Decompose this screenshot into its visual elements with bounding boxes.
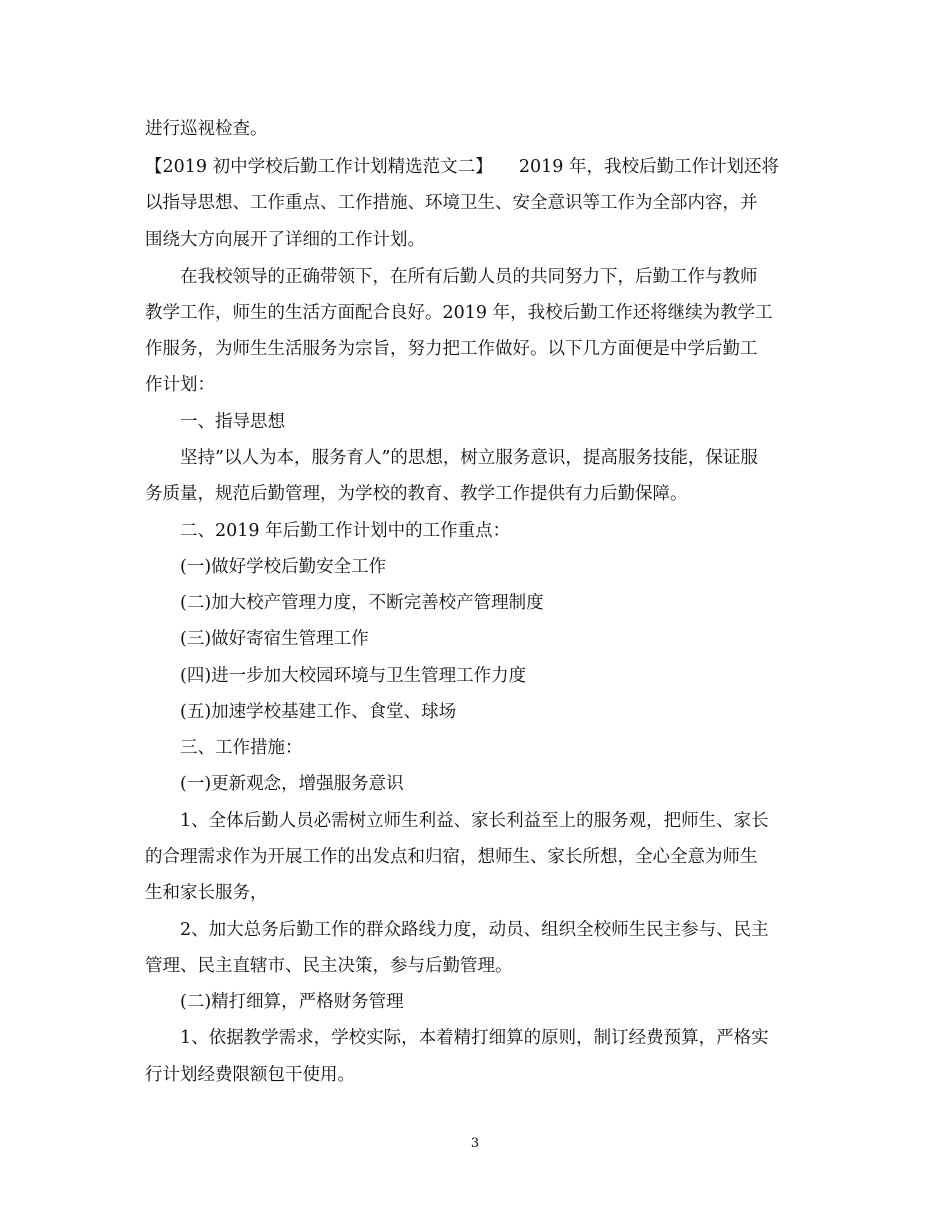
- text-line: 的合理需求作为开展工作的出发点和归宿，想师生、家长所想，全心全意为师生: [145, 847, 758, 867]
- text-line: 作服务，为师生生活服务为宗旨，努力把工作做好。以下几方面便是中学后勤工: [145, 339, 758, 359]
- section-heading: 【2019 初中学校后勤工作计划精选范文二】 2019 年，我校后勤工作计划还将: [145, 157, 779, 177]
- section-heading: 一、指导思想: [180, 412, 285, 432]
- text-line: 进行巡视检查。: [145, 119, 268, 139]
- text-line: 务质量，规范后勤管理，为学校的教育、教学工作提供有力后勤保障。: [145, 484, 688, 504]
- list-item: (三)做好寄宿生管理工作: [180, 629, 369, 649]
- subsection-heading: (二)精打细算，严格财务管理: [180, 992, 404, 1012]
- text-line: 围绕大方向展开了详细的工作计划。: [145, 230, 425, 250]
- page-number: 3: [470, 1136, 480, 1151]
- paragraph-start: 在我校领导的正确带领下，在所有后勤人员的共同努力下，后勤工作与教师: [180, 267, 758, 287]
- paragraph-start: 坚持”以人为本，服务育人”的思想，树立服务意识，提高服务技能，保证服: [180, 448, 758, 468]
- list-item: (一)做好学校后勤安全工作: [180, 557, 387, 577]
- text-line: 作计划：: [145, 375, 215, 395]
- paragraph-start: 1、全体后勤人员必需树立师生利益、家长利益至上的服务观，把师生、家长: [180, 811, 769, 831]
- text-line: 教学工作，师生的生活方面配合良好。2019 年，我校后勤工作还将继续为教学工: [145, 303, 773, 323]
- list-item: (二)加大校产管理力度，不断完善校产管理制度: [180, 593, 544, 613]
- list-item: (五)加速学校基建工作、食堂、球场: [180, 702, 457, 722]
- list-item: (四)进一步加大校园环境与卫生管理工作力度: [180, 666, 527, 686]
- text-line: 生和家长服务，: [145, 883, 268, 903]
- text-line: 以指导思想、工作重点、工作措施、环境卫生、安全意识等工作为全部内容，并: [145, 193, 758, 213]
- section-heading: 二、2019 年后勤工作计划中的工作重点：: [180, 521, 511, 541]
- paragraph-start: 2、加大总务后勤工作的群众路线力度，动员、组织全校师生民主参与、民主: [180, 920, 769, 940]
- text-line: 管理、民主直辖市、民主决策，参与后勤管理。: [145, 956, 513, 976]
- paragraph-start: 1、依据教学需求，学校实际，本着精打细算的原则，制订经费预算，严格实: [180, 1028, 769, 1048]
- subsection-heading: (一)更新观念，增强服务意识: [180, 774, 404, 794]
- section-heading: 三、工作措施：: [180, 738, 303, 758]
- text-line: 行计划经费限额包干使用。: [145, 1065, 355, 1085]
